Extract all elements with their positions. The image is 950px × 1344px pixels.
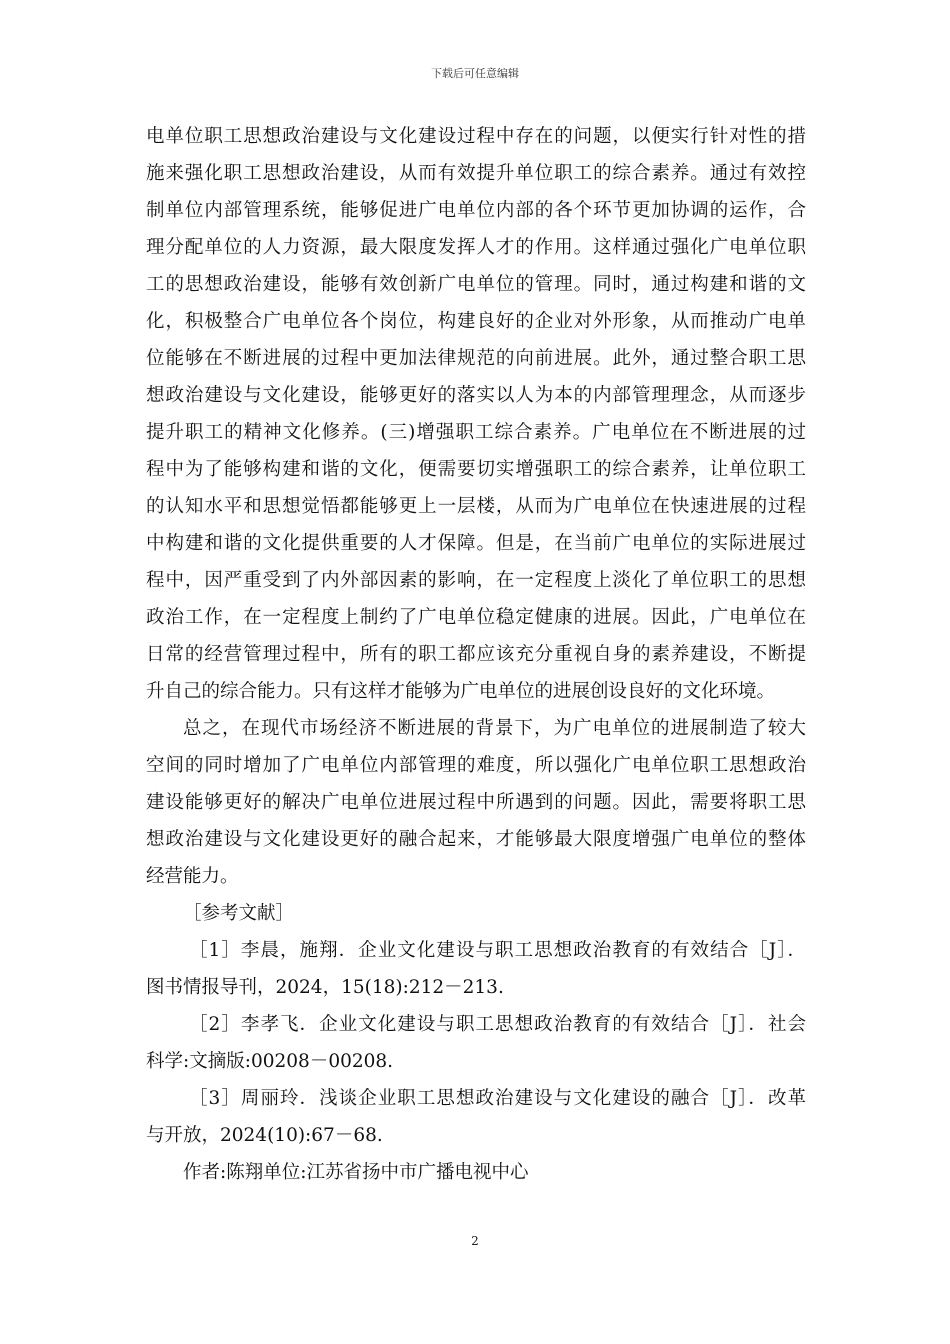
article-body xyxy=(146,118,806,1191)
body-line: 程中，因严重受到了内外部因素的影响，在一定程度上淡化了单位职工的思想 xyxy=(146,570,806,591)
body-line: 的认知水平和思想觉悟都能够更上一层楼，从而为广电单位在快速进展的过程 xyxy=(146,496,806,517)
page-header-note: 下载后可任意编辑 xyxy=(431,67,519,80)
conclusion-line: 经营能力。 xyxy=(146,866,239,887)
body-line: 中构建和谐的文化提供重要的人才保障。但是，在当前广电单位的实际进展过 xyxy=(146,533,806,554)
body-line: 政治工作，在一定程度上制约了广电单位稳定健康的进展。因此，广电单位在 xyxy=(146,607,806,628)
body-line: 施来强化职工思想政治建设，从而有效提升单位职工的综合素养。通过有效控 xyxy=(146,163,806,184)
body-line: 想政治建设与文化建设，能够更好的落实以人为本的内部管理理念，从而逐步 xyxy=(146,385,806,406)
reference-line: ［3］周丽玲．浅谈企业职工思想政治建设与文化建设的融合［J］．改革 xyxy=(189,1088,806,1109)
body-line: 提升职工的精神文化修养。(三)增强职工综合素养。广电单位在不断进展的过 xyxy=(146,422,806,443)
reference-line: ［2］李孝飞．企业文化建设与职工思想政治教育的有效结合［J］．社会 xyxy=(189,1014,806,1035)
author-line: 作者:陈翔单位:江苏省扬中市广播电视中心 xyxy=(183,1162,529,1183)
body-line: 工的思想政治建设，能够有效创新广电单位的管理。同时，通过构建和谐的文 xyxy=(146,274,806,295)
reference-line: ［1］李晨，施翔．企业文化建设与职工思想政治教育的有效结合［J］． xyxy=(189,940,806,961)
body-line: 理分配单位的人力资源，最大限度发挥人才的作用。这样通过强化广电单位职 xyxy=(146,237,806,258)
conclusion-line: 总之，在现代市场经济不断进展的背景下，为广电单位的进展制造了较大 xyxy=(183,718,806,739)
body-line: 化，积极整合广电单位各个岗位，构建良好的企业对外形象，从而推动广电单 xyxy=(146,311,806,332)
conclusion-line: 想政治建设与文化建设更好的融合起来，才能够最大限度增强广电单位的整体 xyxy=(146,829,806,850)
body-line: 升自己的综合能力。只有这样才能够为广电单位的进展创设良好的文化环境。 xyxy=(146,681,776,702)
body-line: 位能够在不断进展的过程中更加法律规范的向前进展。此外，通过整合职工思 xyxy=(146,348,806,369)
body-line: 日常的经营管理过程中，所有的职工都应该充分重视自身的素养建设，不断提 xyxy=(146,644,806,665)
page-number: 2 xyxy=(471,1234,479,1248)
conclusion-line: 建设能够更好的解决广电单位进展过程中所遇到的问题。因此，需要将职工思 xyxy=(146,792,806,813)
reference-line: 科学:文摘版:00208－00208. xyxy=(146,1051,394,1072)
conclusion-line: 空间的同时增加了广电单位内部管理的难度，所以强化广电单位职工思想政治 xyxy=(146,755,806,776)
references-heading: ［参考文献］ xyxy=(183,903,295,924)
body-line: 程中为了能够构建和谐的文化，便需要切实增强职工的综合素养，让单位职工 xyxy=(146,459,806,480)
reference-line: 图书情报导刊，2024，15(18):212－213. xyxy=(146,977,504,998)
body-line: 电单位职工思想政治建设与文化建设过程中存在的问题，以便实行针对性的措 xyxy=(146,126,806,147)
body-line: 制单位内部管理系统，能够促进广电单位内部的各个环节更加协调的运作，合 xyxy=(146,200,806,221)
reference-line: 与开放，2024(10):67－68. xyxy=(146,1125,383,1146)
